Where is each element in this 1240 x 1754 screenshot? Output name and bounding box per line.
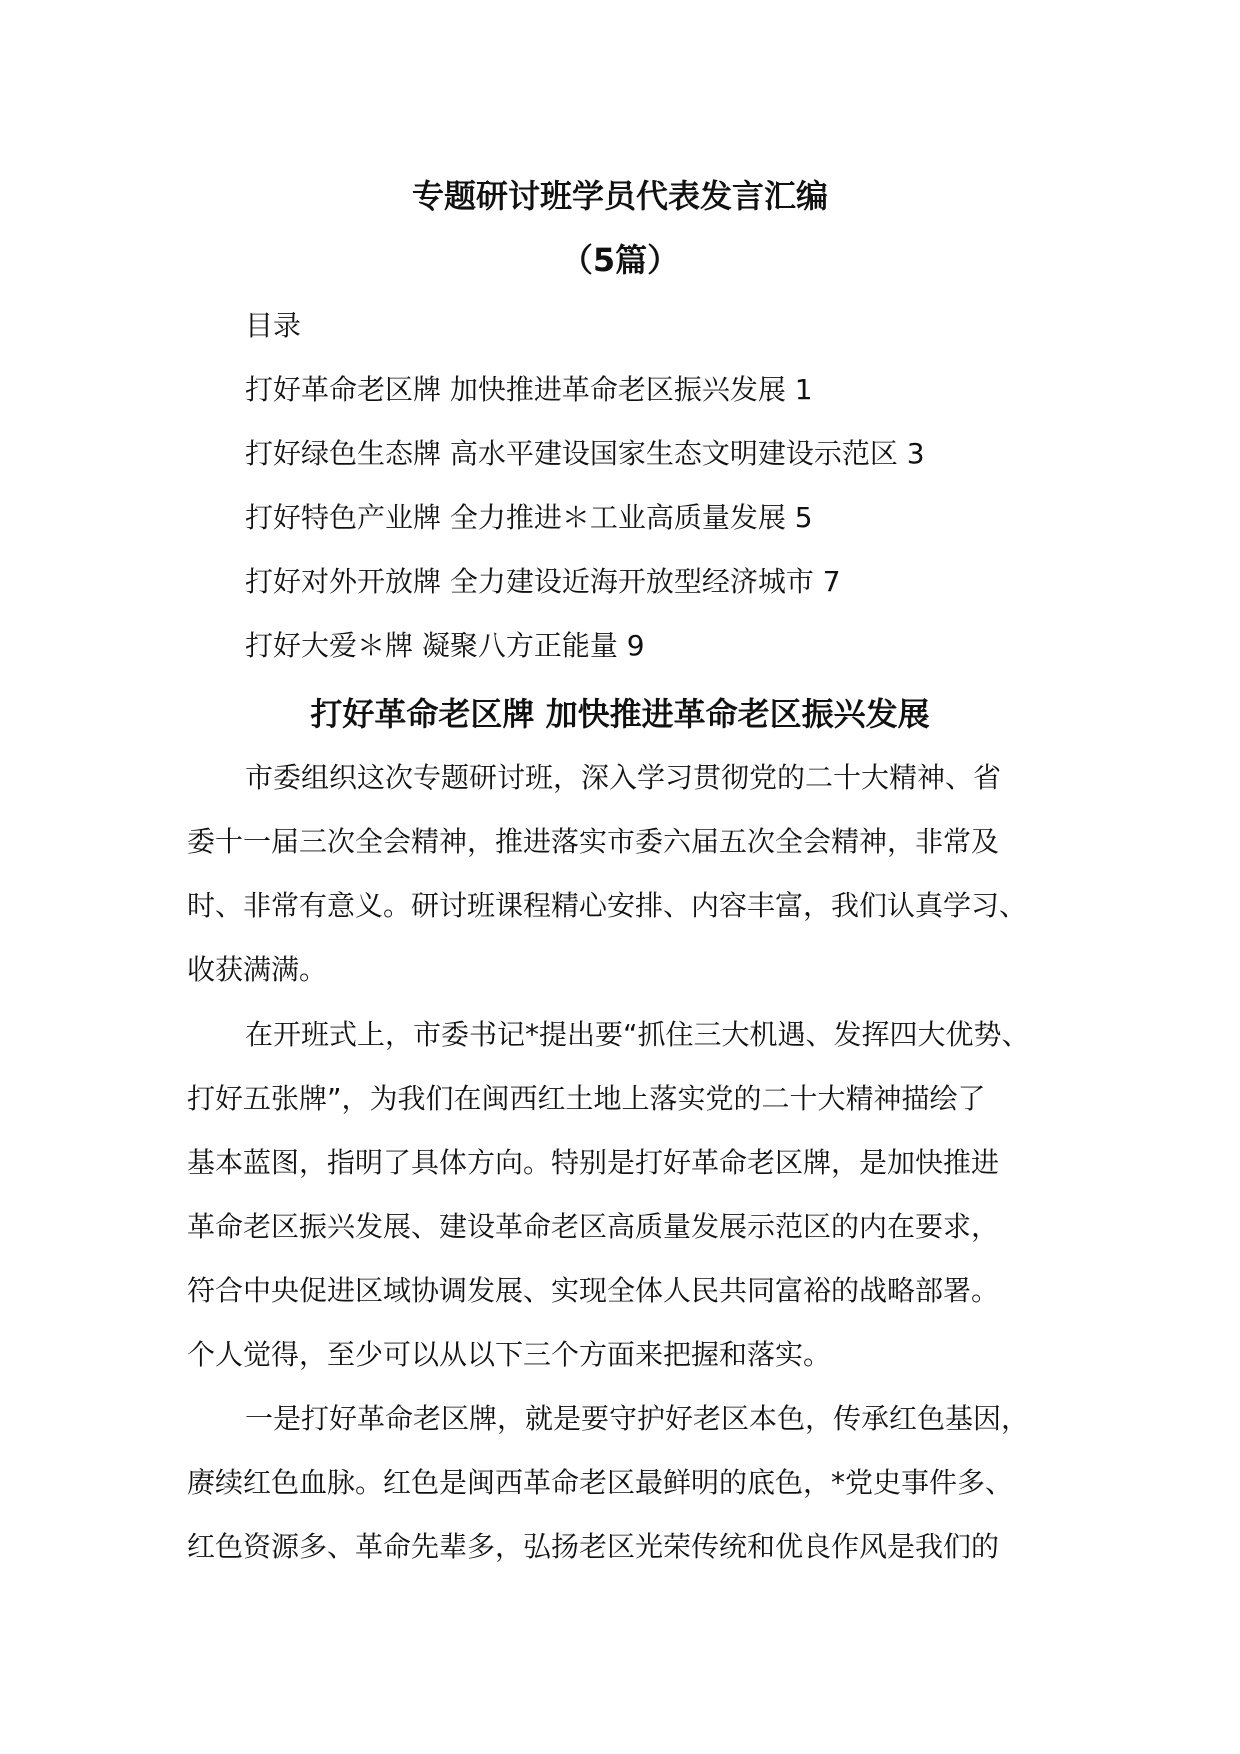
paragraph-line: 一是打好革命老区牌，就是要守护好老区本色，传承红色基因， bbox=[245, 1402, 1030, 1435]
document-subtitle: （5篇） bbox=[560, 241, 680, 279]
paragraph-line: 红色资源多、革命先辈多，弘扬老区光荣传统和优良作风是我们的 bbox=[187, 1530, 1000, 1563]
toc-item-3: 打好特色产业牌 全力推进＊工业高质量发展 5 bbox=[245, 501, 813, 534]
paragraph-line: 委十一届三次全会精神，推进落实市委六届五次全会精神，非常及 bbox=[187, 825, 1000, 858]
toc-item-2: 打好绿色生态牌 高水平建设国家生态文明建设示范区 3 bbox=[245, 437, 925, 470]
paragraph-line: 时、非常有意义。研讨班课程精心安排、内容丰富，我们认真学习、 bbox=[187, 889, 1028, 922]
paragraph-line: 市委组织这次专题研讨班，深入学习贯彻党的二十大精神、省 bbox=[245, 761, 1002, 794]
paragraph-line: 符合中央促进区域协调发展、实现全体人民共同富裕的战略部署。 bbox=[187, 1274, 1000, 1307]
toc-item-4: 打好对外开放牌 全力建设近海开放型经济城市 7 bbox=[245, 565, 841, 598]
section-title: 打好革命老区牌 加快推进革命老区振兴发展 bbox=[310, 695, 930, 733]
paragraph-line: 基本蓝图，指明了具体方向。特别是打好革命老区牌，是加快推进 bbox=[187, 1146, 1000, 1179]
toc-heading: 目录 bbox=[245, 309, 302, 342]
document-title: 专题研讨班学员代表发言汇编 bbox=[411, 177, 828, 215]
paragraph-line: 革命老区振兴发展、建设革命老区高质量发展示范区的内在要求， bbox=[187, 1210, 1000, 1243]
paragraph-line: 收获满满。 bbox=[187, 953, 328, 986]
toc-item-1: 打好革命老区牌 加快推进革命老区振兴发展 1 bbox=[245, 373, 813, 406]
paragraph-line: 打好五张牌”，为我们在闽西红土地上落实党的二十大精神描绘了 bbox=[187, 1082, 986, 1115]
paragraph-line: 个人觉得，至少可以从以下三个方面来把握和落实。 bbox=[187, 1338, 832, 1371]
paragraph-line: 在开班式上，市委书记*提出要“抓住三大机遇、发挥四大优势、 bbox=[245, 1018, 1030, 1051]
paragraph-line: 赓续红色血脉。红色是闽西革命老区最鲜明的底色，*党史事件多、 bbox=[187, 1466, 1014, 1499]
toc-item-5: 打好大爱＊牌 凝聚八方正能量 9 bbox=[245, 629, 645, 662]
